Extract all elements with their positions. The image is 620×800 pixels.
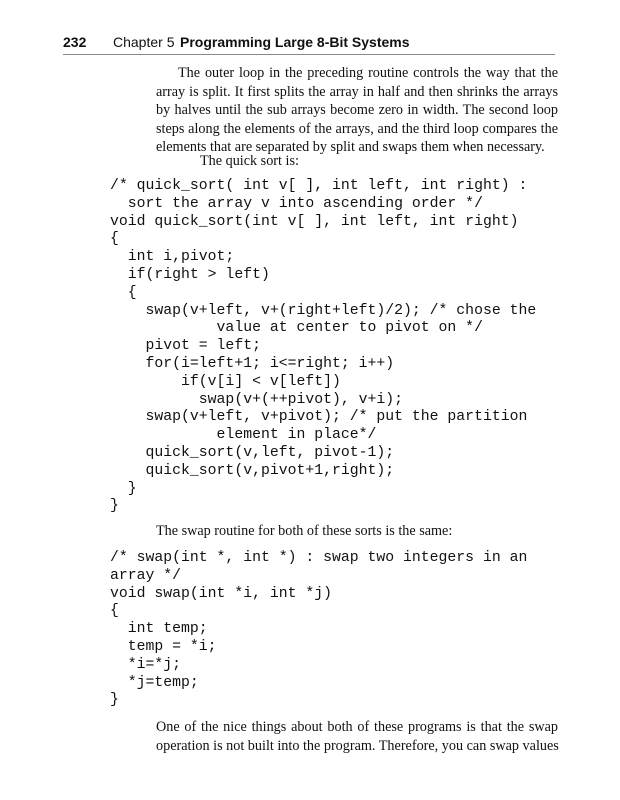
closing-line: operation is not built into the program. Therefore, you can swap values <box>156 737 559 754</box>
intro-line: array is split. It first splits the array in half and then shrinks the arrays <box>156 83 558 100</box>
intro-line: The outer loop in the preceding routine controls the way that the <box>178 65 558 81</box>
closing-paragraph <box>156 718 558 755</box>
intro-line: by halves until the sub arrays become zero in width. The second loop <box>156 102 558 119</box>
chapter-title: Programming Large 8-Bit Systems <box>180 34 410 50</box>
swap-intro-paragraph <box>156 522 558 541</box>
quick-sort-code-block: /* quick_sort( int v[ ], int left, int right) : sort the array v into ascending order */ void quick_sort(int v[ ], int left, int right) { int i,pivot; if(right > left) { swap(v+left, v+(right+left)/2); /* chose the value at center to pivot on */ pivot = left; for(i=left+1; i<=right; i++) if(v[i] < v[left]) swap(v+(++pivot), v+i); swap(v+left, v+pivot); /* put the partition element in place*/ quick_sort(v,left, pivot-1); quick_sort(v,pivot+1,right); } } <box>110 178 537 515</box>
closing-line: One of the nice things about both of these programs is that the swap <box>156 719 558 735</box>
swap-code-block: /* swap(int *, int *) : swap two integers in an array */ void swap(int *i, int *j) { int temp; temp = *i; *i=*j; *j=temp; } <box>110 550 528 709</box>
page-number: 232 <box>63 34 87 50</box>
intro-line: elements that are separated by split and swaps them when necessary. <box>156 139 545 156</box>
swap-intro-line: The swap routine for both of these sorts is the same: <box>156 523 453 539</box>
intro-paragraph <box>156 64 558 157</box>
quick-sort-heading-line: The quick sort is: <box>200 153 299 169</box>
intro-line: steps along the elements of the arrays, and the third loop compares the <box>156 120 558 137</box>
chapter-label: Chapter 5 <box>113 34 175 50</box>
running-header <box>63 30 555 55</box>
